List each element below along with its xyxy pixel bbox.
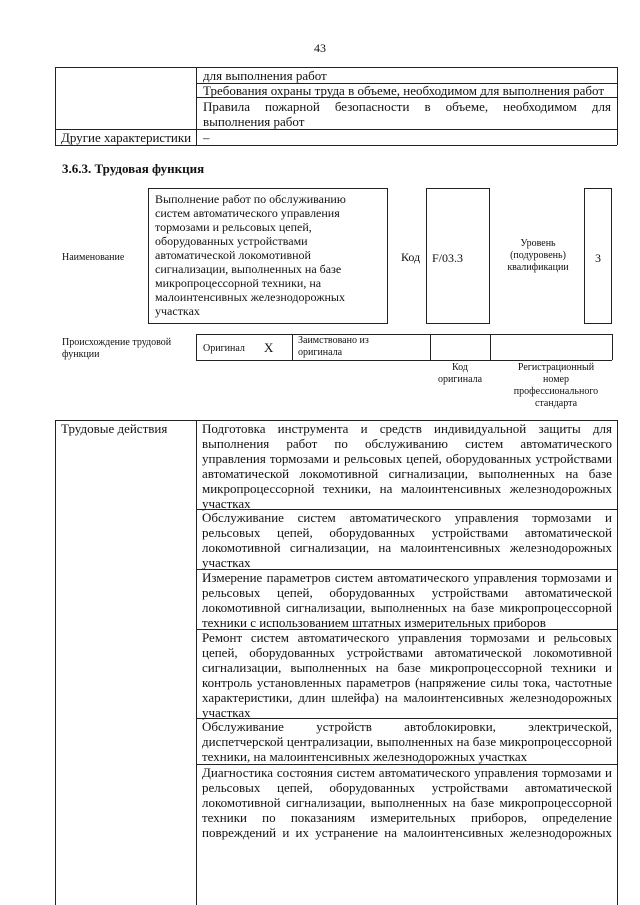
function-name-line: систем автоматического управления [155, 206, 340, 220]
original-mark: X [264, 340, 274, 355]
action-line: выполнения работ по обслуживанию систем автоматического [202, 436, 612, 451]
function-name-line: участках [155, 304, 200, 318]
borrowed-label-line: Заимствовано из [298, 335, 369, 346]
caption-line: Код [452, 362, 468, 373]
action-line: рельсовых цепей, оборудованных устройствами автоматической [202, 585, 612, 600]
action-line: цепей, оборудованных устройствами автоматической локомотивной [202, 645, 612, 660]
labor-action-item [199, 719, 615, 764]
labor-action-item [199, 630, 615, 720]
action-line: Измерение параметров систем автоматического управления тормозами и [202, 570, 612, 585]
function-name-line: оборудованных устройствами [155, 234, 308, 248]
function-name-line: малоинтенсивных железнодорожных [155, 290, 345, 304]
requirement-text: выполнения работ [203, 114, 305, 129]
action-line: сигнализации, выполненных на базе микропроцессорной техники и [202, 660, 612, 675]
action-line: локомотивной сигнализации, выполненных на базе микропроцессорной [202, 795, 612, 810]
function-name-line: тормозами и рельсовых цепей, [155, 220, 312, 234]
action-line: Диагностика состояния систем автоматического управления тормозами и [202, 765, 612, 780]
requirement-text: Правила пожарной безопасности в объеме, необходимом для [203, 99, 611, 114]
labor-actions-label: Трудовые действия [61, 421, 168, 436]
action-line: повреждений и их устранение на малоинтенсивных железнодорожных [202, 825, 612, 840]
registration-number-caption [494, 362, 618, 410]
qualification-level-line: Уровень [520, 238, 556, 249]
borrowed-label [298, 335, 369, 359]
action-line: участках [202, 555, 251, 570]
action-line: Подготовка инструмента и средств индивидуальной защиты для [202, 421, 612, 436]
action-line: автоматической локомотивной сигнализации, выполненных на базе [202, 466, 612, 481]
action-line: контроль установленных параметров (напряжение силы тока, частотные [202, 675, 612, 690]
original-code-caption [430, 362, 490, 386]
other-characteristics-label: Другие характеристики [61, 130, 192, 145]
caption-line: номер [543, 374, 569, 385]
level-value: 3 [595, 251, 601, 265]
action-line: техники, на малоинтенсивных железнодорожных участках [202, 749, 528, 764]
section-title: 3.6.3. Трудовая функция [62, 161, 205, 176]
name-label: Наименование [62, 252, 125, 263]
other-characteristics-value: – [203, 130, 210, 145]
qualification-level-line: (подуровень) [510, 250, 566, 261]
action-line: микропроцессорной техники, на малоинтенсивных железнодорожных [202, 481, 612, 496]
function-name-line: микропроцессорной техники, на [155, 276, 322, 290]
origin-label-line: функции [62, 349, 100, 360]
function-name-line: автоматической локомотивной [155, 248, 311, 262]
action-line: техники с использованием штатных измерительных приборов [202, 615, 546, 630]
labor-action-item [199, 765, 615, 840]
action-line: рельсовых цепей, оборудованных устройствами автоматической [202, 525, 612, 540]
original-label: Оригинал [203, 343, 245, 354]
qualification-level-label [496, 238, 580, 274]
caption-line: стандарта [534, 398, 578, 409]
code-value: F/03.3 [432, 251, 464, 265]
action-line: участках [202, 705, 251, 720]
labor-action-item [199, 421, 615, 511]
caption-line: профессионального [513, 386, 599, 397]
origin-label [62, 337, 171, 361]
action-line: участках [202, 496, 251, 511]
action-line: управления тормозами и рельсовых цепей, оборудованных устройствами [202, 451, 612, 466]
action-line: Обслуживание систем автоматического управления тормозами и [202, 510, 612, 525]
action-line: локомотивной сигнализации, на малоинтенсивных железнодорожных [202, 540, 612, 555]
function-name-box [148, 188, 388, 324]
action-line: Ремонт систем автоматического управления тормозами и рельсовых [202, 630, 612, 645]
qualification-level-line: квалификации [507, 262, 569, 273]
page-number: 43 [314, 41, 326, 55]
action-line: диспетчерской централизации, выполненных на базе микропроцессорной [202, 734, 612, 749]
code-label: Код [401, 250, 421, 264]
function-name-line: сигнализации, выполненных на базе [155, 262, 342, 276]
requirement-text: Требования охраны труда в объеме, необходимом для выполнения работ [203, 83, 604, 98]
action-line: характеристики, длин шлейфа) на малоинтенсивных железнодорожных [202, 690, 612, 705]
function-name-line: Выполнение работ по обслуживанию [155, 192, 346, 206]
caption-line: оригинала [437, 374, 483, 385]
code-box [426, 188, 490, 324]
requirement-text: для выполнения работ [203, 68, 327, 83]
action-line: рельсовых цепей, оборудованных устройствами автоматической [202, 780, 612, 795]
borrowed-label-line: оригинала [298, 347, 343, 358]
labor-action-item [199, 570, 615, 630]
caption-line: Регистрационный [517, 362, 595, 373]
action-line: локомотивной сигнализации, выполненных на базе микропроцессорной [202, 600, 612, 615]
action-line: Обслуживание устройств автоблокировки, электрической, [202, 719, 612, 734]
origin-label-line: Происхождение трудовой [62, 337, 172, 348]
action-line: техники по показаниям измерительных приборов, определение [202, 810, 612, 825]
level-box [584, 188, 612, 324]
labor-action-item [199, 510, 615, 570]
